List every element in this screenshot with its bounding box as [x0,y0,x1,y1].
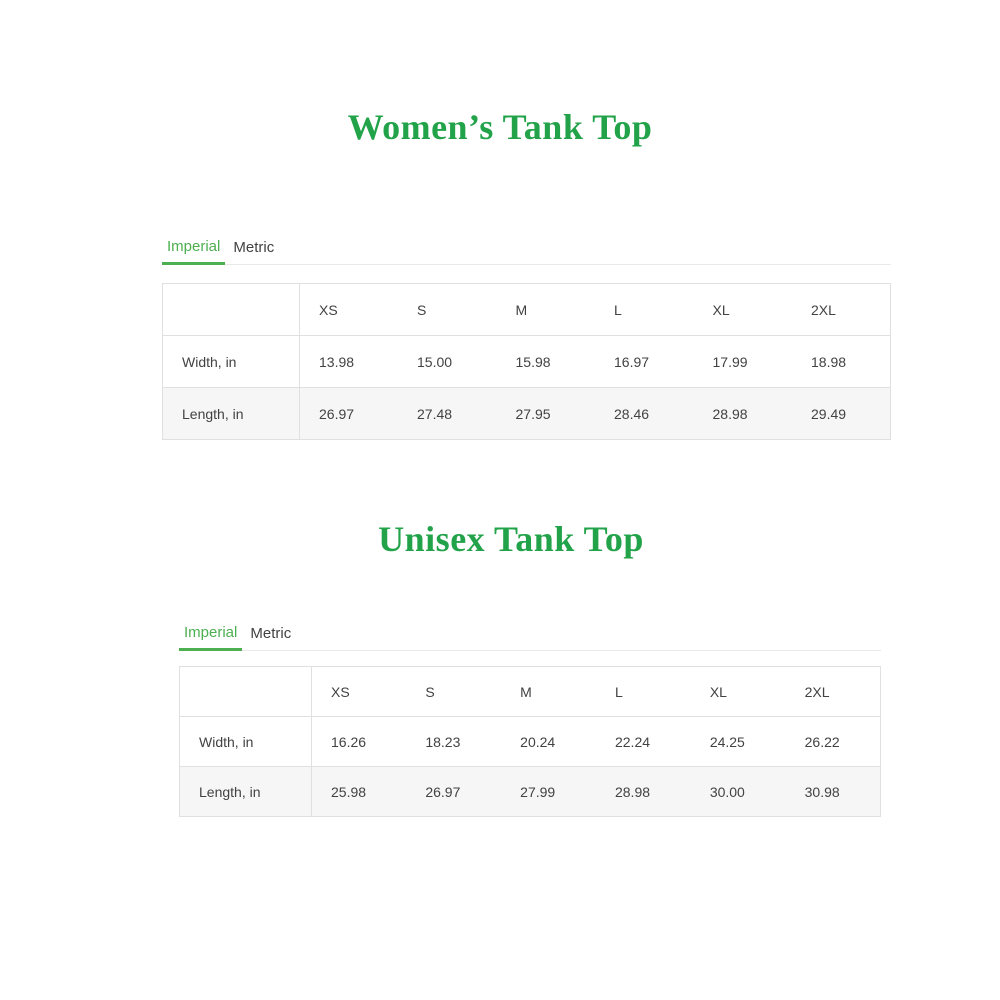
size-header-l: L [595,284,694,336]
cell-value: 18.23 [406,717,501,767]
womens-size-table [162,283,891,440]
size-header-s: S [398,284,497,336]
cell-value: 18.98 [792,336,891,388]
table-row-length [163,388,891,440]
table-row-width [163,336,891,388]
cell-value: 30.00 [691,767,786,817]
cell-value: 17.99 [694,336,793,388]
cell-value: 25.98 [312,767,407,817]
womens-unit-tabs [162,231,891,265]
size-header-l: L [596,667,691,717]
table-row-width [180,717,881,767]
row-label-width: Width, in [180,717,312,767]
tab-imperial-unisex[interactable]: Imperial [179,624,242,651]
tab-metric-womens[interactable]: Metric [233,239,275,256]
cell-value: 27.48 [398,388,497,440]
cell-value: 26.97 [300,388,399,440]
cell-value: 29.49 [792,388,891,440]
size-header-xl: XL [694,284,793,336]
size-header-empty [163,284,300,336]
cell-value: 30.98 [786,767,881,817]
table-row-length [180,767,881,817]
size-header-xs: XS [312,667,407,717]
tab-imperial-womens[interactable]: Imperial [162,238,225,265]
size-header-m: M [497,284,596,336]
size-header-empty [180,667,312,717]
cell-value: 27.95 [497,388,596,440]
cell-value: 15.00 [398,336,497,388]
cell-value: 28.98 [694,388,793,440]
cell-value: 24.25 [691,717,786,767]
row-label-width: Width, in [163,336,300,388]
size-header-m: M [501,667,596,717]
size-header-xs: XS [300,284,399,336]
cell-value: 22.24 [596,717,691,767]
cell-value: 13.98 [300,336,399,388]
row-label-length: Length, in [163,388,300,440]
cell-value: 28.98 [596,767,691,817]
cell-value: 16.26 [312,717,407,767]
cell-value: 27.99 [501,767,596,817]
cell-value: 28.46 [595,388,694,440]
unisex-unit-tabs [179,617,881,651]
unisex-section-title: Unisex Tank Top [378,519,644,559]
cell-value: 20.24 [501,717,596,767]
table-header-row [163,284,891,336]
cell-value: 16.97 [595,336,694,388]
size-header-2xl: 2XL [786,667,881,717]
size-header-xl: XL [691,667,786,717]
cell-value: 26.22 [786,717,881,767]
cell-value: 15.98 [497,336,596,388]
table-header-row [180,667,881,717]
size-header-s: S [406,667,501,717]
tab-metric-unisex[interactable]: Metric [250,625,292,642]
womens-section-title: Women’s Tank Top [347,107,653,147]
size-header-2xl: 2XL [792,284,891,336]
unisex-size-table [179,666,881,817]
cell-value: 26.97 [406,767,501,817]
row-label-length: Length, in [180,767,312,817]
